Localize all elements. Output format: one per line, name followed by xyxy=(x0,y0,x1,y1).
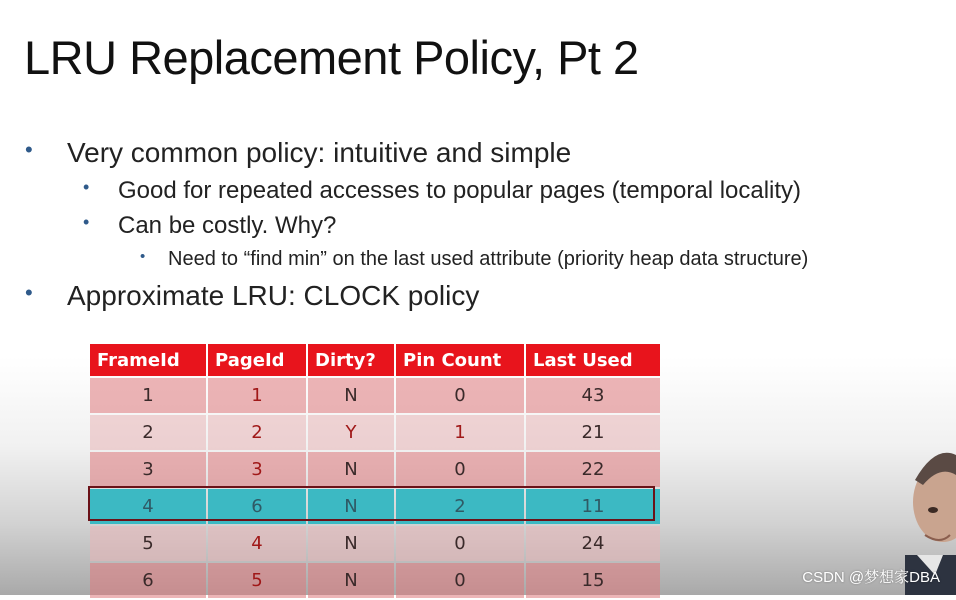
table-row xyxy=(90,415,660,450)
cell-pageid: 3 xyxy=(208,452,306,487)
header-dirty: Dirty? xyxy=(308,344,394,376)
table-row xyxy=(90,452,660,487)
cell-pageid: 6 xyxy=(208,489,306,524)
cell-frameid: 4 xyxy=(90,489,206,524)
bullet-text: Can be costly. Why? xyxy=(118,212,337,239)
cell-dirty: N xyxy=(308,452,394,487)
cell-last-used: 43 xyxy=(526,378,660,413)
bullet-level1 xyxy=(25,137,572,169)
table-row xyxy=(90,378,660,413)
cell-pageid: 2 xyxy=(208,415,306,450)
table-row xyxy=(90,563,660,598)
cell-last-used: 21 xyxy=(526,415,660,450)
cell-frameid: 6 xyxy=(90,563,206,598)
slide-title: LRU Replacement Policy, Pt 2 xyxy=(24,31,639,84)
cell-frameid: 2 xyxy=(90,415,206,450)
cell-pin-count: 1 xyxy=(396,415,524,450)
header-frameid: FrameId xyxy=(90,344,206,376)
watermark: CSDN @梦想家DBA xyxy=(802,569,940,586)
bullet-level2 xyxy=(83,177,802,205)
cell-pin-count: 0 xyxy=(396,526,524,561)
cell-frameid: 3 xyxy=(90,452,206,487)
highlight-outline xyxy=(88,486,655,521)
bullet-level1 xyxy=(25,280,480,312)
bullet-text: Very common policy: intuitive and simple xyxy=(67,137,572,168)
cell-last-used: 11 xyxy=(526,489,660,524)
cell-pageid: 5 xyxy=(208,563,306,598)
cell-last-used: 22 xyxy=(526,452,660,487)
bullet-icon: • xyxy=(83,177,90,197)
cell-dirty: N xyxy=(308,526,394,561)
bullet-icon: • xyxy=(25,137,33,162)
bullet-icon: • xyxy=(25,280,33,305)
cell-pin-count: 0 xyxy=(396,563,524,598)
cell-dirty: N xyxy=(308,563,394,598)
cell-last-used: 15 xyxy=(526,563,660,598)
cell-pin-count: 2 xyxy=(396,489,524,524)
cell-pageid: 1 xyxy=(208,378,306,413)
cell-frameid: 5 xyxy=(90,526,206,561)
cell-pin-count: 0 xyxy=(396,452,524,487)
header-last-used: Last Used xyxy=(526,344,660,376)
bullet-level3 xyxy=(140,248,809,271)
table-header-row xyxy=(90,344,660,376)
cell-frameid: 1 xyxy=(90,378,206,413)
bullet-text: Good for repeated accesses to popular pages (temporal locality) xyxy=(118,177,802,204)
buffer-frame-table xyxy=(88,342,662,600)
bullet-text: Approximate LRU: CLOCK policy xyxy=(67,280,480,311)
bullet-icon: • xyxy=(140,248,146,265)
cell-pageid: 4 xyxy=(208,526,306,561)
header-pageid: PageId xyxy=(208,344,306,376)
cell-last-used: 24 xyxy=(526,526,660,561)
bullet-level2 xyxy=(83,212,337,240)
header-pin-count: Pin Count xyxy=(396,344,524,376)
cell-dirty: Y xyxy=(308,415,394,450)
table-row xyxy=(90,526,660,561)
cell-pin-count: 0 xyxy=(396,378,524,413)
bullet-icon: • xyxy=(83,212,90,232)
cell-dirty: N xyxy=(308,489,394,524)
cell-dirty: N xyxy=(308,378,394,413)
bullet-text: Need to “find min” on the last used attribute (priority heap data structure) xyxy=(168,248,809,270)
